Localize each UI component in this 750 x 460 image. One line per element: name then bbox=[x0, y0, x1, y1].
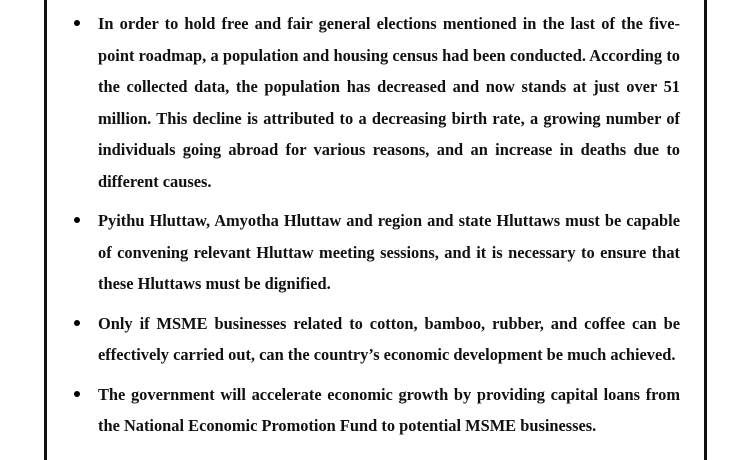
list-item bbox=[70, 8, 680, 197]
list-item bbox=[70, 205, 680, 300]
bullet-text: In order to hold free and fair general elections mentioned in the last of the five-point roadmap, a population and housing census had been conducted. According to the collected data, the population has decreased and now stands at just over 51 million. This decline is attributed to a decreasing birth rate, a growing number of individuals going abroad for various reasons, and an increase in deaths due to different causes. bbox=[98, 14, 680, 191]
bullet-text: The government will accelerate economic growth by providing capital loans from the National Economic Promotion Fund to potential MSME businesses. bbox=[98, 384, 680, 435]
bullet-list bbox=[70, 8, 680, 442]
bullet-icon bbox=[74, 391, 80, 397]
list-item bbox=[70, 379, 680, 442]
bullet-text: Pyithu Hluttaw, Amyotha Hluttaw and region and state Hluttaws must be capable of convening relevant Hluttaw meeting sessions, and it is necessary to ensure that these Hluttaws must be dignified. bbox=[98, 211, 680, 293]
bullet-icon bbox=[74, 320, 80, 326]
list-item bbox=[70, 308, 680, 371]
bullet-text: Only if MSME businesses related to cotton, bamboo, rubber, and coffee can be effectively carried out, can the country’s economic development be much achieved. bbox=[98, 313, 680, 364]
bullet-icon bbox=[74, 20, 80, 26]
document-body bbox=[70, 8, 680, 450]
bullet-icon bbox=[74, 217, 80, 223]
